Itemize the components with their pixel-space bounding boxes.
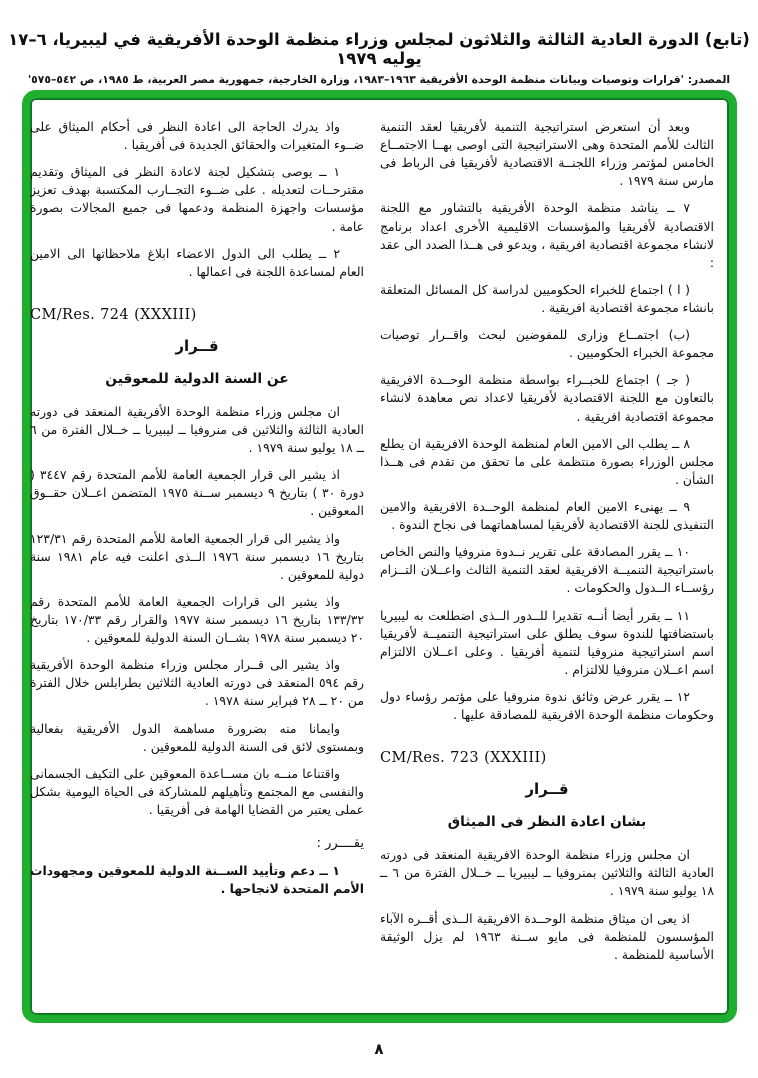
page-number: ٨ [374,1040,384,1058]
paragraph: وبعد أن استعرض استراتيجية التنمية لأفريقيا لعقد التنمية الثالث للأمم المتحدة وهى الاستراتيجية التى اوصى بهــا الاجتمــاع الخامس لمؤتمر وزراء اللجنــة الاقتصادية لأفريقيا فى الرباط فى مارس سنة ١٩٧٩ . [380,119,714,189]
column-left [30,118,364,1005]
paragraph: ( جـ ) اجتماع للخبــراء بواسطة منظمة الوحــدة الافريقية بالتعاون مع اللجنة الاقتصادية لأفريقيا لاعداد نص معاهدة لانشاء مجموعة اقتصادية افريقية . [380,372,714,424]
resolution-subheading: بشان اعادة النظر فى الميثاق [447,814,647,831]
paragraph: واذ يشير الى قــرار مجلس وزراء منظمة الوحدة الأفريقية رقم ٥٩٤ المنعقد فى دورته العادية الثلاثين بطرابلس خلال الفترة من ٢٠ ــ ٢٨ فبراير سنة ١٩٧٨ . [30,657,365,709]
paragraph: ١٢ ــ يقرر عرض وثائق ندوة منروفيا على مؤتمر رؤساء دول وحكومات منظمة الوحدة الافريقية للمصادقة عليها . [380,688,714,723]
resolution-subheading: عن السنة الدولية للمعوقين [105,370,289,387]
paragraph: اذ يشير الى قرار الجمعية العامة للأمم المتحدة رقم ٣٤٤٧ ( دورة ٣٠ ) بتاريخ ٩ ديسمبر ســنة ١٩٧٥ المتضمن اعــلان حقــوق المعوقين . [30,467,365,519]
paragraph: ان مجلس وزراء منظمة الوحدة الافريقية المنعقد فى دورته العادية الثالثة والثلاثين بمنروفيا ــ ليبيريا ــ خــلال الفترة من ٦ ــ ١٨ يوليو سنة ١٩٧٩ . [380,847,714,899]
resolution-number: CM/Res. 724 (XXXIII) [30,306,197,323]
resolution-heading: قــرار [175,336,219,355]
paragraph: (ب) اجتمــاع وزارى للمفوضين لبحث واقــرار توصيات مجموعة الخبراء الحكوميين . [380,327,714,361]
paragraph: واذ يشير الى قرارات الجمعية العامة للأمم المتحدة رقم ١٣٣/٣٢ بتاريخ ١٦ ديسمبر سنة ١٩٧٧ والقرار رقم ١٧٠/٣٣ بتاريخ ٢٠ ديسمبر سنة ١٩٧٨ بشــان السنة الدولية للمعوقين . [30,593,365,646]
paragraph: ٧ ــ يناشد منظمة الوحدة الأفريقية بالتشاور مع اللجنة الاقتصادية لأفريقيا والمؤسسات الاقليمية الأخرى اعداد برنامج لانشاء مجموعة اقتصادية افريقية ، ويدعو فى هــذا الصدد الى عقد : [380,200,714,270]
paragraph: وايمانا منه بضرورة مساهمة الدول الأفريقية بفعالية وبمستوى لائق فى السنة الدولية للمعوقين . [30,720,364,754]
green-border-frame [22,90,737,1023]
session-title: (تابع) الدورة العادية الثالثة والثلاثون لمجلس وزراء منظمة الوحدة الأفريقية في ليبيريا، ٦–١٧ يوليه ١٩٧٩ [8,30,750,68]
paragraph: ١٠ ــ يقرر المصادقة على تقرير نــدوة منروفيا والنص الخاص باستراتيجية التنميــة الافريقية لعقد التنمية الثالث واعــلان التــزام رؤســاء الــدول والحكومات . [380,544,714,596]
paragraph: واذ يدرك الحاجة الى اعادة النظر فى أحكام الميثاق على ضــوء المتغيرات والحقائق الجديدة فى أفريقيا . [30,119,364,153]
paragraph: ١١ ــ يقرر أيضا أنــه تقديرا للــدور الــذى اضطلعت به ليبيريا باستضافتها للندوة سوف يطلق على استراتيجية التنميــة لأفريقيا اسم استراتيجية منروفيا لتنمية أفريقيا . وعلى اعــلان الالتزام اسم اعــلان منروفيا للالتزام . [380,607,714,677]
resolution-number: CM/Res. 723 (XXXIII) [380,750,547,767]
source-line: المصدر: 'قرارات وتوصيات وبيانات منظمة الوحدة الأفريقية ١٩٦٣–١٩٨٣، وزارة الخارجية، جمهورية مصر العربية، ط ١٩٨٥، ص ٥٤٢–٥٧٥' [27,73,731,86]
decision-item: ١ ــ دعم وتأييد الســنة الدولية للمعوقين ومجهودات الأمم المتحدة لانجاحها . [30,863,364,897]
resolution-heading: قــرار [525,780,569,799]
paragraph: اذ يعى ان ميثاق منظمة الوحــدة الافريقية الــذى أقــره الآباء المؤسسون للمنظمة فى مايو ســنة ١٩٦٣ لم يزل الوثيقة الأساسية للمنظمة . [380,910,714,962]
paragraph: ١ ــ يوصى بتشكيل لجنة لاعادة النظر فى الميثاق وتقديم مقترحــات لتعديله . على ضــوء التجــارب المكتسبة بهدف تعزيز مؤسسات واجهزة المنظمة ودعمها فى جميع المجالات بصورة عامة . [30,164,364,234]
paragraph: واقتناعا منــه بان مســاعدة المعوقين على التكيف الجسمانى والنفسى مع المجتمع وتأهيلهم للمشاركة فى الحياة اليومية بشكل عملى يعتبر من القضايا الهامة فى أفريقيا . [30,765,364,817]
paragraph: ٨ ــ يطلب الى الامين العام لمنظمة الوحدة الافريقية ان يطلع مجلس الوزراء بصورة منتظمة على ما تحقق من تقدم فى هــذا الشأن . [380,435,714,487]
paragraph: ٩ ــ يهنىء الامين العام لمنظمة الوحــدة الافريقية والامين التنفيذى للجنة الاقتصادية لأفريقيا لمساهماتهما فى نجاح الندوة . [380,498,714,533]
column-right [380,118,714,1005]
paragraph: ٢ ــ يطلب الى الدول الاعضاء ابلاغ ملاحظاتها الى الامين العام لمساعدة اللجنة فى اعمالها . [30,245,364,279]
paragraph: ان مجلس وزراء منظمة الوحدة الأفريقية المنعقد فى دورته العادية الثالثة والثلاثين فى منروفيا ــ ليبيريا ــ خــلال الفترة من ٦ ــ ١٨ يوليو سنة ١٩٧٩ . [30,403,364,456]
two-column-layout [30,98,729,1015]
decides-label: يقــــرر : [316,836,364,852]
page-header [0,0,758,86]
paragraph: ( ا ) اجتماع للخبراء الحكوميين لدراسة كل المسائل المتعلقة بانشاء مجموعة اقتصادية افريقية . [380,281,714,315]
paragraph: واذ يشير الى قرار الجمعية العامة للأمم المتحدة رقم ١٢٣/٣١ بتاريخ ١٦ ديسمبر سنة ١٩٧٦ الــذى اعلنت فيه عام ١٩٨١ سنة دولية للمعوقين . [30,530,364,582]
